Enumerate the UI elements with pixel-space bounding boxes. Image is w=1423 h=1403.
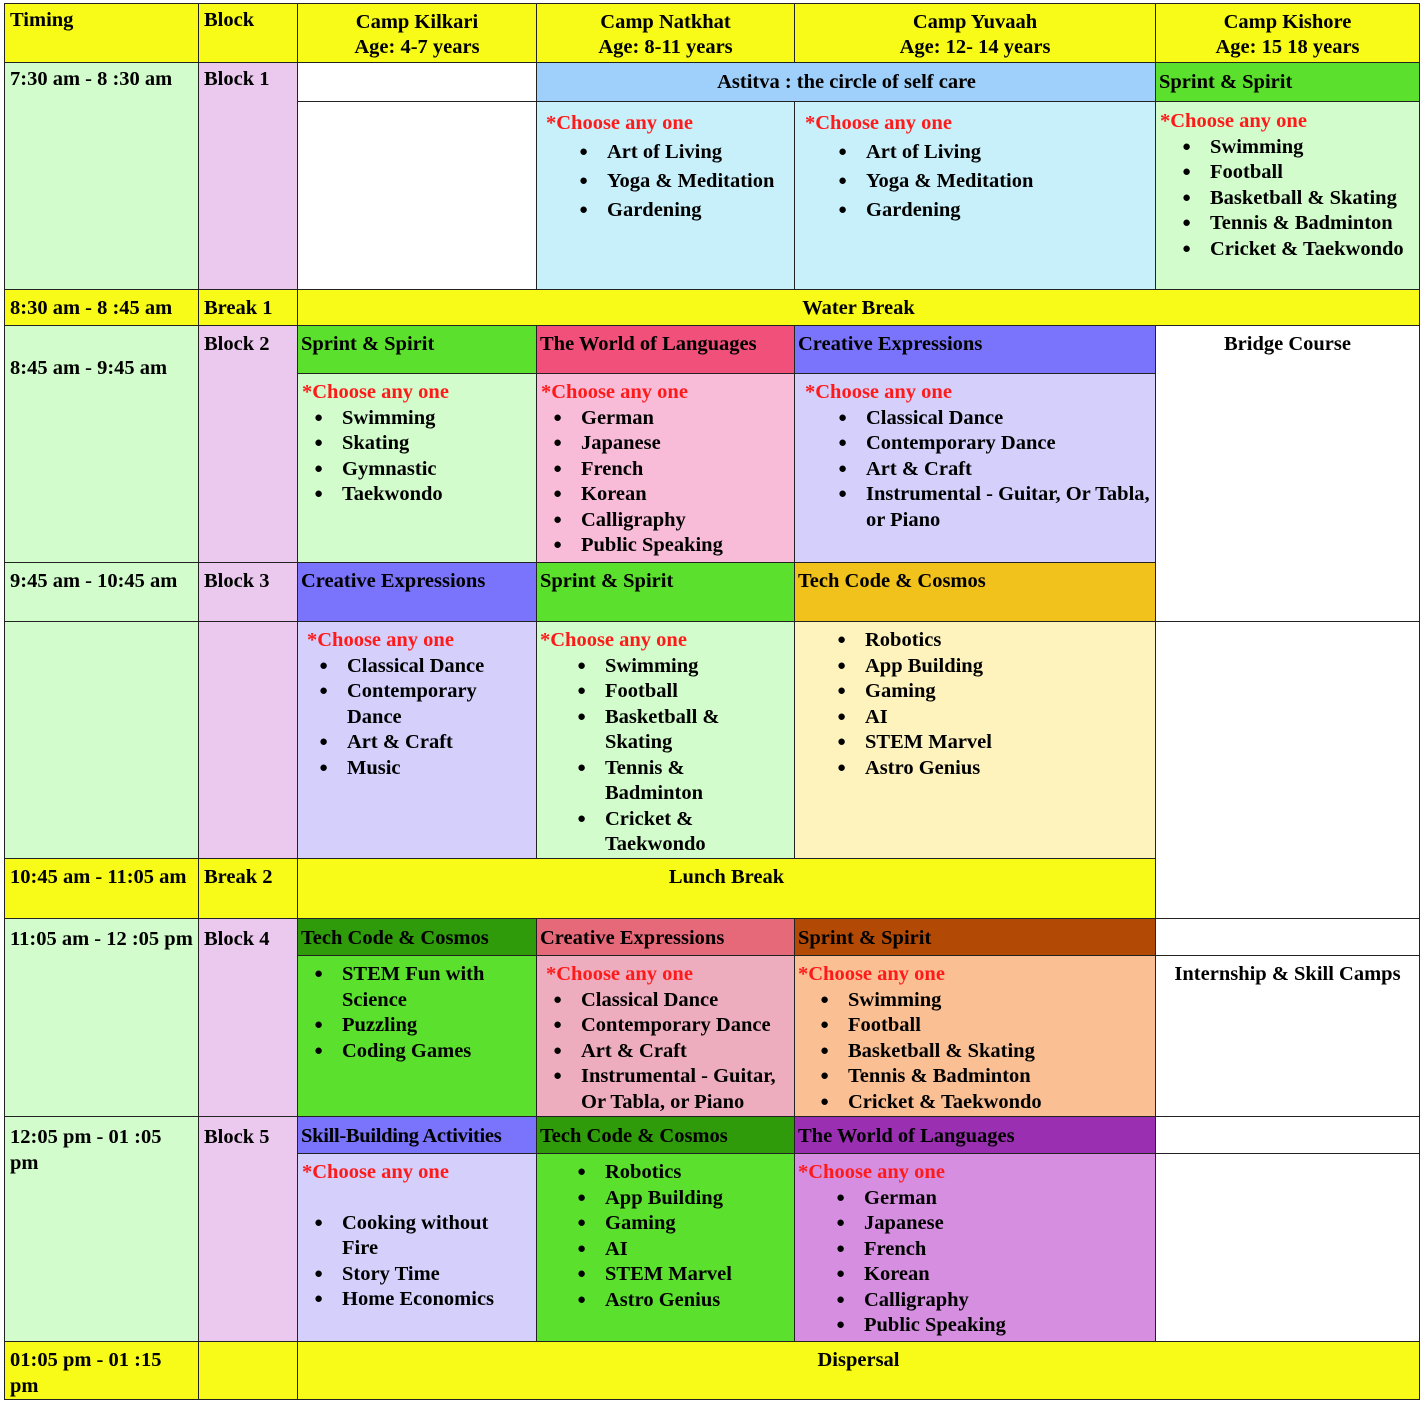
choose-any-one: *Choose any one xyxy=(546,963,693,985)
activity-item: ● Public Speaking xyxy=(824,1313,1151,1339)
activity-list xyxy=(798,1186,1151,1339)
row5-block: Block 5 xyxy=(198,1116,298,1342)
bridge-course: Bridge Course xyxy=(1155,325,1420,622)
water-break: Water Break xyxy=(297,289,1420,326)
activity-list xyxy=(805,628,1151,781)
row4-timing: 11:05 am - 12 :05 pm xyxy=(4,918,199,1117)
activity-item: ● Instrumental - Guitar, Or Tabla, or Piano xyxy=(541,1064,790,1115)
header-camp-kishore xyxy=(1155,3,1420,63)
activity-item: ● Korean xyxy=(824,1262,1151,1288)
activity-item: ● Art & Craft xyxy=(826,457,1151,483)
row3-kilkari-title: Creative Expressions xyxy=(297,562,537,622)
activity-item: ● Football xyxy=(808,1013,1151,1039)
dispersal: Dispersal xyxy=(297,1341,1420,1400)
activity-item: ● Public Speaking xyxy=(541,533,790,559)
row3-timing-cont xyxy=(4,621,199,859)
choose-any-one: *Choose any one xyxy=(805,112,952,134)
camp-name: Camp Kishore xyxy=(1223,11,1352,33)
header-camp-yuvaah xyxy=(794,3,1156,63)
row5-kishore-empty xyxy=(1155,1153,1420,1342)
break2-timing: 10:45 am - 11:05 am xyxy=(4,858,199,919)
choose-any-one: *Choose any one xyxy=(798,1161,945,1183)
row3-natkhat-title: Sprint & Spirit xyxy=(536,562,795,622)
activity-item: ● Art of Living xyxy=(826,138,1151,167)
header-camp-kilkari xyxy=(297,3,537,63)
activity-list xyxy=(302,406,532,508)
activity-item: ● German xyxy=(541,406,790,432)
activity-item: ● Home Economics xyxy=(302,1287,512,1313)
lunch-break: Lunch Break xyxy=(297,858,1156,919)
activity-item: ● STEM Marvel xyxy=(565,1262,790,1288)
activity-list xyxy=(805,138,1151,225)
row1-kishore-cell xyxy=(1155,101,1420,290)
camp-age: Age: 15 18 years xyxy=(1215,36,1360,58)
row5-natkhat-cell xyxy=(536,1153,795,1342)
activity-list xyxy=(307,654,532,782)
activity-item: ● Robotics xyxy=(825,628,1151,654)
activity-item: ● Swimming xyxy=(565,654,750,680)
activity-item: ● Art of Living xyxy=(567,138,790,167)
activity-item: ● Cricket & Taekwondo xyxy=(808,1090,1151,1116)
row2-yuvaah-cell xyxy=(794,373,1156,563)
activity-item: ● Gardening xyxy=(567,196,790,225)
activity-item: ● Basketball & Skating xyxy=(808,1039,1151,1065)
activity-item: ● Gymnastic xyxy=(302,457,532,483)
row2-timing: 8:45 am - 9:45 am xyxy=(4,325,199,563)
row3-yuvaah-cell xyxy=(794,621,1156,859)
row3-yuvaah-title: Tech Code & Cosmos xyxy=(794,562,1156,622)
activity-list xyxy=(541,406,790,559)
row5-kilkari-cell xyxy=(297,1153,537,1342)
activity-item: ● App Building xyxy=(565,1186,790,1212)
activity-item: ● STEM Marvel xyxy=(825,730,1151,756)
activity-item: ● Music xyxy=(307,756,502,782)
row3-timing: 9:45 am - 10:45 am xyxy=(4,562,199,622)
activity-item: ● Swimming xyxy=(302,406,532,432)
choose-any-one: *Choose any one xyxy=(805,381,952,403)
row1-natkhat-cell xyxy=(536,101,795,290)
activity-item: ● Korean xyxy=(541,482,790,508)
activity-item: ● App Building xyxy=(825,654,1151,680)
activity-item: ● AI xyxy=(825,705,1151,731)
activity-item: ● Calligraphy xyxy=(824,1288,1151,1314)
activity-list xyxy=(302,962,532,1064)
activity-item: ● Classical Dance xyxy=(826,406,1151,432)
activity-list xyxy=(541,988,790,1116)
activity-list xyxy=(805,406,1151,534)
activity-item: ● STEM Fun with Science xyxy=(302,962,522,1013)
activity-item: ● Football xyxy=(565,679,750,705)
row4-block: Block 4 xyxy=(198,918,298,1117)
row5-yuvaah-title: The World of Languages xyxy=(794,1116,1156,1154)
row4-kilkari-title: Tech Code & Cosmos xyxy=(297,918,537,956)
row3-block: Block 3 xyxy=(198,562,298,622)
header-camp-natkhat xyxy=(536,3,795,63)
activity-list xyxy=(1160,135,1415,263)
activity-item: ● Yoga & Meditation xyxy=(567,167,790,196)
camp-age: Age: 12- 14 years xyxy=(899,36,1051,58)
row3-block-cont xyxy=(198,621,298,859)
choose-any-one: *Choose any one xyxy=(540,629,687,651)
activity-item: ● Instrumental - Guitar, Or Tabla, or Piano xyxy=(826,482,1151,533)
choose-any-one: *Choose any one xyxy=(302,381,449,403)
header-timing: Timing xyxy=(4,3,199,63)
activity-item: ● AI xyxy=(565,1237,790,1263)
activity-item: ● Puzzling xyxy=(302,1013,522,1039)
header-block: Block xyxy=(198,3,298,63)
dispersal-timing: 01:05 pm - 01 :15 pm xyxy=(4,1341,199,1400)
row1-astitva-title: Astitva : the circle of self care xyxy=(536,62,1156,102)
activity-item: ● Japanese xyxy=(541,431,790,457)
row2-block: Block 2 xyxy=(198,325,298,622)
activity-item: ● Cricket & Taekwondo xyxy=(565,807,750,858)
row5-timing: 12:05 pm - 01 :05 pm xyxy=(4,1116,199,1342)
activity-item: ● Basketball & Skating xyxy=(565,705,750,756)
row4-natkhat-cell xyxy=(536,955,795,1117)
row5-yuvaah-cell xyxy=(794,1153,1156,1342)
activity-item: ● Tennis & Badminton xyxy=(565,756,750,807)
row2-natkhat-cell xyxy=(536,373,795,563)
row3-kilkari-cell xyxy=(297,621,537,859)
activity-item: ● Contemporary Dance xyxy=(307,679,502,730)
row1-yuvaah-cell xyxy=(794,101,1156,290)
activity-item: ● French xyxy=(824,1237,1151,1263)
activity-item: ● Classical Dance xyxy=(541,988,790,1014)
camp-age: Age: 8-11 years xyxy=(598,36,733,58)
activity-list xyxy=(798,988,1151,1116)
row3-natkhat-cell xyxy=(536,621,795,859)
activity-item: ● Astro Genius xyxy=(825,756,1151,782)
activity-item: ● Football xyxy=(1170,160,1415,186)
activity-list xyxy=(302,1211,532,1313)
activity-item: ● Astro Genius xyxy=(565,1288,790,1314)
choose-any-one: *Choose any one xyxy=(302,1161,449,1183)
row4-yuvaah-cell xyxy=(794,955,1156,1117)
choose-any-one: *Choose any one xyxy=(1160,110,1307,132)
activity-item: ● Gardening xyxy=(826,196,1151,225)
row5-kilkari-title: Skill-Building Activities xyxy=(297,1116,537,1154)
activity-item: ● Art & Craft xyxy=(541,1039,790,1065)
activity-item: ● Basketball & Skating xyxy=(1170,186,1415,212)
activity-item: ● Story Time xyxy=(302,1262,512,1288)
activity-item: ● Calligraphy xyxy=(541,508,790,534)
row4-yuvaah-title: Sprint & Spirit xyxy=(794,918,1156,956)
activity-item: ● Classical Dance xyxy=(307,654,502,680)
choose-any-one: *Choose any one xyxy=(307,629,454,651)
activity-item: ● Contemporary Dance xyxy=(541,1013,790,1039)
row1-block: Block 1 xyxy=(198,62,298,290)
activity-item: ● Contemporary Dance xyxy=(826,431,1151,457)
camp-name: Camp Natkhat xyxy=(600,11,731,33)
activity-item: ● Coding Games xyxy=(302,1039,522,1065)
choose-any-one: *Choose any one xyxy=(798,963,945,985)
break1-timing: 8:30 am - 8 :45 am xyxy=(4,289,199,326)
row2-kilkari-title: Sprint & Spirit xyxy=(297,325,537,374)
activity-item: ● Gaming xyxy=(565,1211,790,1237)
break1-block: Break 1 xyxy=(198,289,298,326)
activity-item: ● Robotics xyxy=(565,1160,790,1186)
row3-kishore-empty xyxy=(1155,621,1420,919)
activity-list xyxy=(540,1160,790,1313)
camp-name: Camp Kilkari xyxy=(355,11,479,33)
activity-item: ● Tennis & Badminton xyxy=(1170,211,1415,237)
row5-natkhat-title: Tech Code & Cosmos xyxy=(536,1116,795,1154)
activity-list xyxy=(546,138,790,225)
row5-kishore-empty-top xyxy=(1155,1116,1420,1154)
row2-yuvaah-title: Creative Expressions xyxy=(794,325,1156,374)
break2-block: Break 2 xyxy=(198,858,298,919)
activity-item: ● Swimming xyxy=(808,988,1151,1014)
row1-kishore-title: Sprint & Spirit xyxy=(1155,62,1420,102)
activity-item: ● Art & Craft xyxy=(307,730,502,756)
dispersal-block xyxy=(198,1341,298,1400)
row1-kilkari-empty xyxy=(297,101,537,290)
activity-item: ● Taekwondo xyxy=(302,482,532,508)
activity-item: ● Swimming xyxy=(1170,135,1415,161)
row4-natkhat-title: Creative Expressions xyxy=(536,918,795,956)
row2-kilkari-cell xyxy=(297,373,537,563)
row4-kishore-empty xyxy=(1155,918,1420,956)
activity-item: ● French xyxy=(541,457,790,483)
row1-kilkari-empty-top xyxy=(297,62,537,102)
activity-item: ● German xyxy=(824,1186,1151,1212)
row4-kilkari-cell xyxy=(297,955,537,1117)
activity-item: ● Cooking without Fire xyxy=(302,1211,512,1262)
activity-item: ● Gaming xyxy=(825,679,1151,705)
row1-timing: 7:30 am - 8 :30 am xyxy=(4,62,199,290)
choose-any-one: *Choose any one xyxy=(541,381,688,403)
activity-item: ● Skating xyxy=(302,431,532,457)
activity-item: ● Tennis & Badminton xyxy=(808,1064,1151,1090)
activity-item: ● Cricket & Taekwondo xyxy=(1170,237,1415,263)
activity-item: ● Yoga & Meditation xyxy=(826,167,1151,196)
choose-any-one: *Choose any one xyxy=(546,112,693,134)
camp-age: Age: 4-7 years xyxy=(354,36,480,58)
row2-natkhat-title: The World of Languages xyxy=(536,325,795,374)
camp-name: Camp Yuvaah xyxy=(912,11,1038,33)
activity-list xyxy=(540,654,790,858)
activity-item: ● Japanese xyxy=(824,1211,1151,1237)
internship-skill-camps: Internship & Skill Camps xyxy=(1155,955,1420,1117)
